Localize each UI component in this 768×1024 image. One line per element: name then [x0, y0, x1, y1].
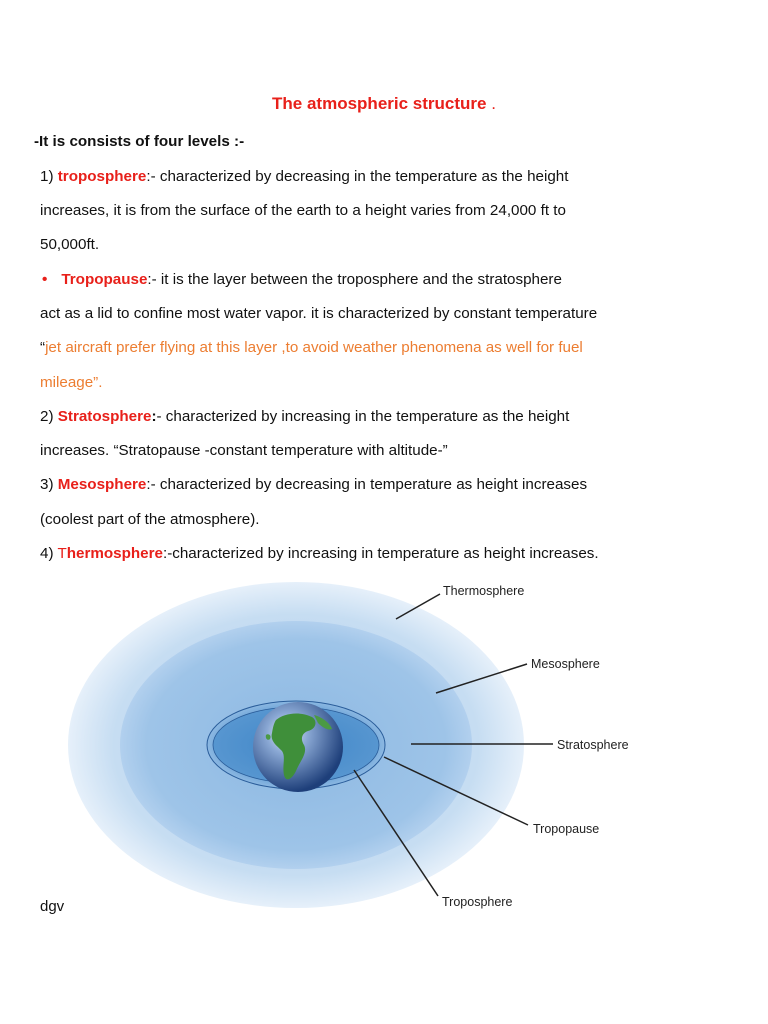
troposphere-number: 1)	[40, 168, 54, 185]
thermosphere-line-1	[40, 545, 599, 562]
thermosphere-number: 4)	[40, 545, 54, 562]
mesosphere-desc: :- characterized by decreasing in temperature as height increases	[146, 476, 588, 493]
stratosphere-line-1	[40, 408, 569, 425]
atmosphere-diagram	[0, 565, 768, 925]
footer-text: dgv	[40, 898, 65, 915]
label-tropopause: Tropopause	[533, 822, 600, 836]
page-title	[0, 94, 768, 114]
troposphere-line-1	[40, 168, 568, 185]
mesosphere-term: Mesosphere	[57, 476, 147, 493]
mesosphere-number: 3)	[40, 476, 54, 493]
stratosphere-colon: :	[151, 408, 157, 425]
label-stratosphere: Stratosphere	[557, 738, 629, 752]
intro-text: -It is consists of four levels :-	[34, 133, 245, 150]
tropopause-desc: :- it is the layer between the troposphere and the stratosphere	[147, 271, 562, 288]
label-thermosphere: Thermosphere	[443, 584, 525, 598]
earth-globe	[253, 702, 343, 792]
stratosphere-term: Stratosphere	[57, 408, 152, 425]
troposphere-term: troposphere	[57, 168, 147, 185]
troposphere-line-2: increases, it is from the surface of the earth to a height varies from 24,000 ft to	[40, 202, 566, 219]
label-troposphere: Troposphere	[442, 895, 513, 909]
title-text: The atmospheric structure	[272, 94, 487, 113]
quote-open: “	[40, 339, 46, 356]
stratosphere-line-2: increases. “Stratopause -constant temperature with altitude-”	[40, 442, 448, 459]
tropopause-quote-text: jet aircraft prefer flying at this layer ,to avoid weather phenomena as well for fuel	[45, 339, 583, 356]
stratosphere-number: 2)	[40, 408, 54, 425]
mesosphere-line-1	[40, 476, 587, 493]
tropopause-quote-line-1	[40, 339, 583, 356]
tropopause-line-2: act as a lid to confine most water vapor. it is characterized by constant temperature	[40, 305, 598, 322]
thermosphere-desc: :-characterized by increasing in temperature as height increases.	[162, 545, 599, 562]
title-dot: .	[491, 94, 496, 113]
troposphere-line-3: 50,000ft.	[40, 236, 100, 253]
thermosphere-term-initial: T	[57, 545, 67, 562]
tropopause-quote-line-2: mileage”.	[40, 374, 103, 391]
mesosphere-line-2: (coolest part of the atmosphere).	[40, 511, 260, 528]
bullet-icon: •	[42, 271, 48, 288]
tropopause-line-1	[40, 271, 562, 288]
thermosphere-term: hermosphere	[66, 545, 163, 562]
tropopause-term: Tropopause	[61, 271, 148, 288]
troposphere-desc: :- characterized by decreasing in the temperature as the height	[146, 168, 569, 185]
stratosphere-desc: - characterized by increasing in the temperature as the height	[156, 408, 570, 425]
label-mesosphere: Mesosphere	[531, 657, 600, 671]
